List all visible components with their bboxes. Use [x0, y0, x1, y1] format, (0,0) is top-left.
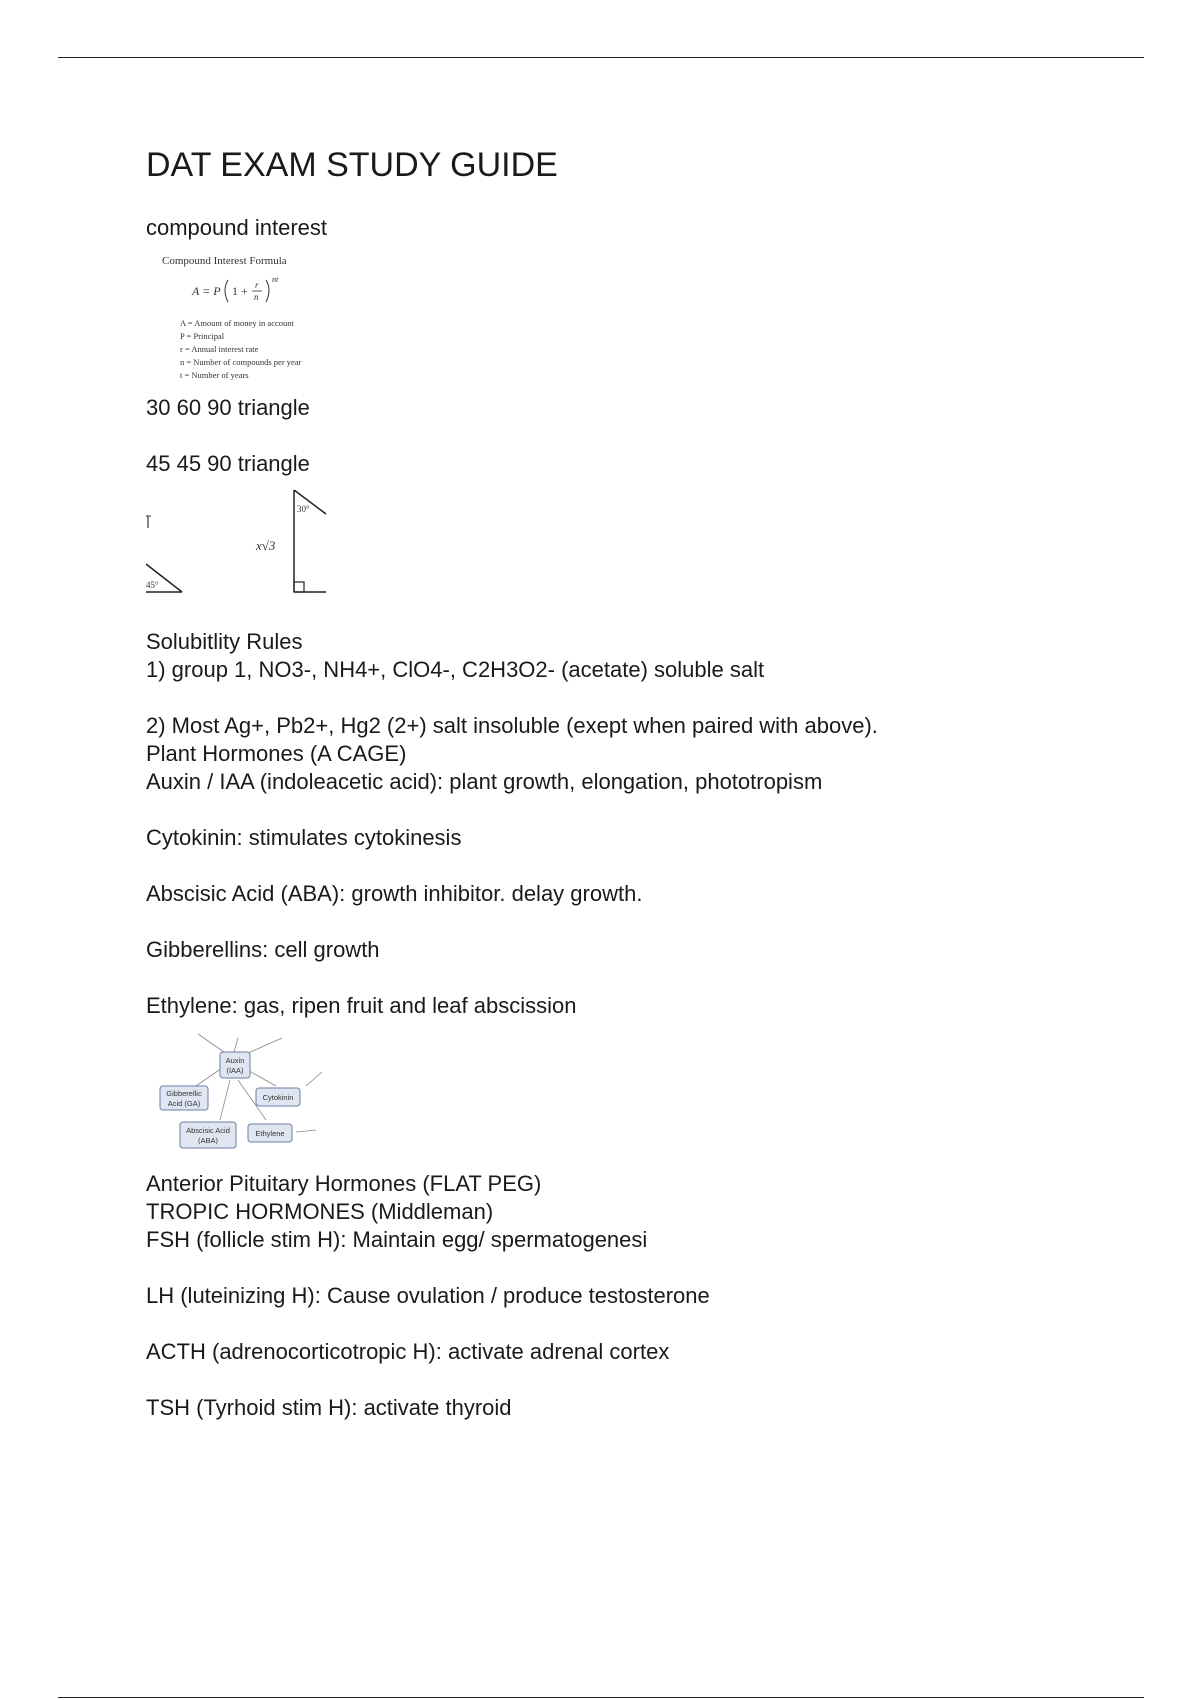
- pituitary-heading: Anterior Pituitary Hormones (FLAT PEG): [146, 1171, 542, 1196]
- formula-one-plus: 1 +: [232, 284, 248, 298]
- angle-45-label: 45°: [146, 580, 159, 590]
- formula-expression: A = P: [192, 284, 221, 298]
- formula-legend-a: A = Amount of money in account: [180, 318, 294, 328]
- formula-n: n: [254, 292, 259, 302]
- triangles-figure: [146, 486, 336, 596]
- node-gibberellic-label-2: Acid (GA): [167, 1099, 201, 1108]
- formula-paren-left: [225, 280, 228, 302]
- plant-hormone-ethylene: Ethylene: gas, ripen fruit and leaf abscission: [146, 993, 577, 1018]
- compound-interest-heading: compound interest: [146, 215, 327, 240]
- side-x-root3-label: x√3: [256, 538, 276, 553]
- header-rule: [58, 57, 1144, 58]
- pituitary-acth: ACTH (adrenocorticotropic H): activate adrenal cortex: [146, 1339, 670, 1364]
- formula-legend-p: P = Principal: [180, 331, 225, 341]
- plant-hormone-diagram: [146, 1024, 336, 1170]
- plant-hormone-abscisic-acid: Abscisic Acid (ABA): growth inhibitor. delay growth.: [146, 881, 643, 906]
- formula-exponent: nt: [272, 275, 279, 284]
- node-cytokinin-label: Cytokinin: [262, 1093, 294, 1102]
- pituitary-tsh: TSH (Tyrhoid stim H): activate thyroid: [146, 1395, 512, 1420]
- plant-hormones-heading: Plant Hormones (A CAGE): [146, 741, 407, 766]
- connector-auxin-abscisic: [220, 1080, 230, 1120]
- connector-cytokinin-right: [306, 1072, 322, 1086]
- pituitary-subheading: TROPIC HORMONES (Middleman): [146, 1199, 494, 1224]
- formula-legend-n: n = Number of compounds per year: [180, 357, 302, 367]
- solubility-rule-1: 1) group 1, NO3-, NH4+, ClO4-, C2H3O2- (acetate) soluble salt: [146, 657, 765, 682]
- formula-legend-r: r = Annual interest rate: [180, 344, 259, 354]
- node-auxin-label-2: (IAA): [226, 1066, 244, 1075]
- triangle-30-60-90-label: 30 60 90 triangle: [146, 395, 310, 420]
- formula-paren-right: [266, 280, 269, 302]
- document-title: DAT EXAM STUDY GUIDE: [146, 146, 558, 184]
- node-gibberellic-label-1: Gibberellic: [166, 1089, 202, 1098]
- connector-auxin-top: [234, 1038, 238, 1052]
- triangle-45-45-90-label: 45 45 90 triangle: [146, 451, 310, 476]
- formula-legend-t: t = Number of years: [180, 370, 249, 380]
- solubility-heading: Solubitlity Rules: [146, 629, 303, 654]
- right-angle-marker: [294, 582, 304, 592]
- formula-caption: Compound Interest Formula: [162, 255, 287, 267]
- connector-auxin-gibberellic: [196, 1068, 222, 1086]
- node-abscisic-label-2: (ABA): [197, 1136, 219, 1145]
- angle-30-label: 30°: [297, 504, 310, 514]
- node-abscisic-label-1: Abscisic Acid: [186, 1126, 230, 1135]
- compound-interest-formula-figure: [146, 248, 336, 386]
- pituitary-fsh: FSH (follicle stim H): Maintain egg/ spermatogenesi: [146, 1227, 648, 1252]
- node-ethylene-label: Ethylene: [255, 1129, 285, 1138]
- plant-hormone-auxin: Auxin / IAA (indoleacetic acid): plant growth, elongation, phototropism: [146, 769, 823, 794]
- connector-auxin-top-right: [246, 1038, 282, 1054]
- node-auxin-label-1: Auxin: [225, 1056, 245, 1065]
- plant-hormone-gibberellins: Gibberellins: cell growth: [146, 937, 380, 962]
- connector-auxin-top-left: [198, 1034, 224, 1052]
- connector-ethylene-right: [296, 1130, 316, 1132]
- pituitary-lh: LH (luteinizing H): Cause ovulation / produce testosterone: [146, 1283, 710, 1308]
- footer-rule: [58, 1697, 1144, 1698]
- formula-r: r: [255, 280, 259, 290]
- solubility-rule-2: 2) Most Ag+, Pb2+, Hg2 (2+) salt insoluble (exept when paired with above).: [146, 713, 878, 738]
- plant-hormone-cytokinin: Cytokinin: stimulates cytokinesis: [146, 825, 462, 850]
